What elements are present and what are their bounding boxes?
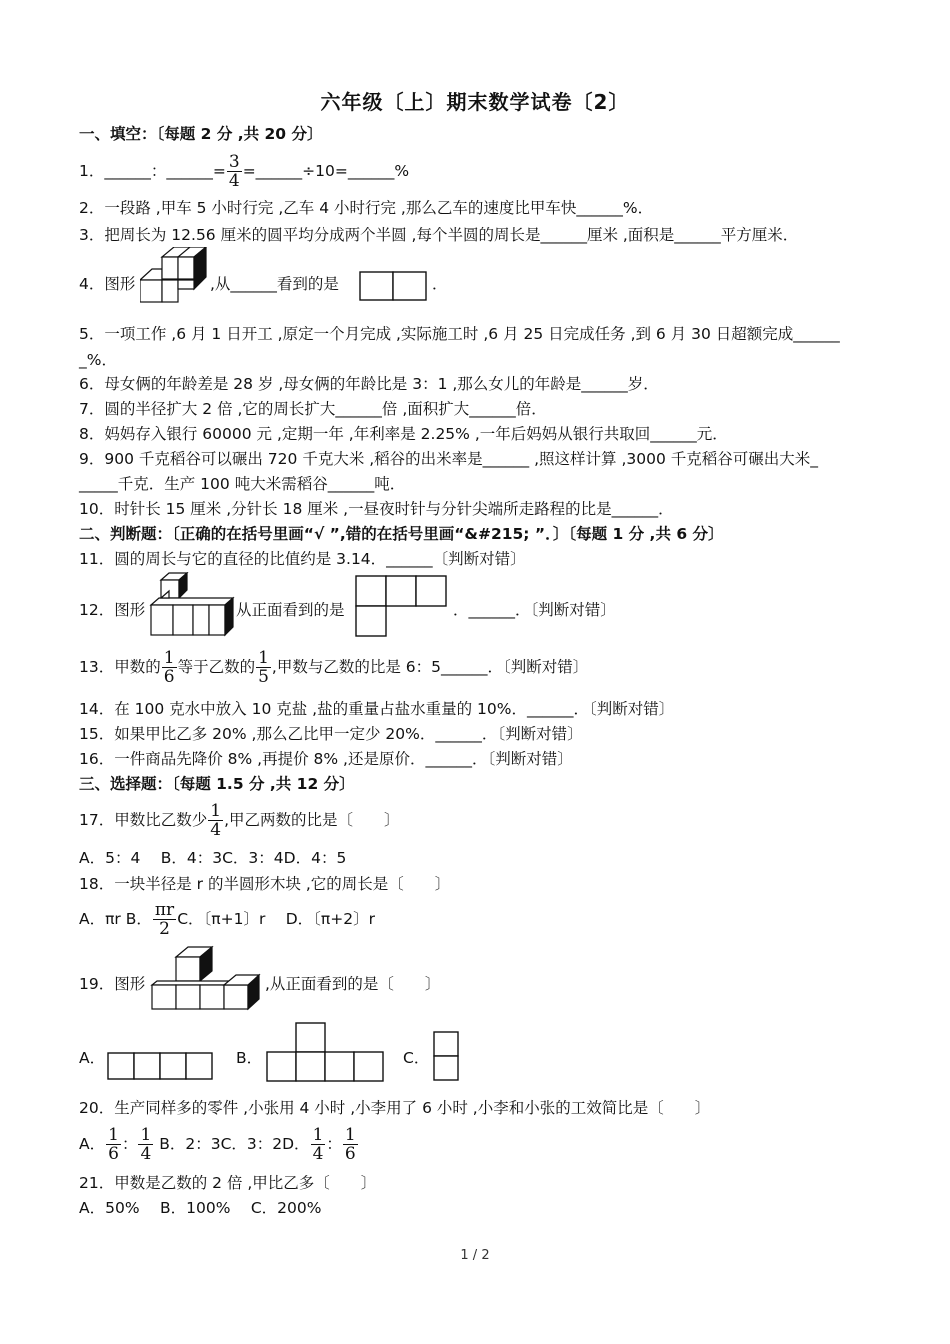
q13-fraction-1 xyxy=(162,649,177,686)
q17-text-b: ,甲乙两数的比是〔 〕 xyxy=(224,811,400,829)
q20-a-label: A． xyxy=(79,1135,106,1153)
q19-option-b-figure xyxy=(264,1020,388,1084)
q20-d-den-1: 4 xyxy=(312,1144,324,1164)
question-8: 8．妈妈存入银行 60000 元 ,定期一年 ,年利率是 2.25% ,一年后妈妈从银行共取回______元． xyxy=(79,425,728,443)
question-18-stem: 18．一块半径是 r 的半圆形木块 ,它的周长是〔 〕 xyxy=(79,875,451,893)
q13-fraction-2 xyxy=(256,649,271,686)
question-4-text-b: ,从______看到的是 xyxy=(210,275,339,293)
question-18-options xyxy=(79,897,375,941)
q12-front-view xyxy=(354,574,450,638)
q20-d-num-2: 1 xyxy=(344,1125,356,1145)
q19-option-a-label: A． xyxy=(79,1049,106,1067)
question-19-text-b: ,从正面看到的是〔 〕 xyxy=(265,975,441,993)
q13-num-1: 1 xyxy=(163,648,175,668)
q20-a-fraction-1 xyxy=(106,1126,121,1163)
section-heading-true-false: 二、判断题：〔正确的在括号里画“√ ”,错的在括号里画“&#215; ”．〕〔每题 1 分 ,共 6 分〕 xyxy=(79,525,724,543)
q17-numerator: 1 xyxy=(210,801,222,821)
q20-d-den-2: 6 xyxy=(344,1144,356,1164)
q20-d-fraction-1 xyxy=(311,1126,326,1163)
q20-mid-options: B．2：3C．3：2D． xyxy=(159,1135,310,1153)
question-20-stem: 20．生产同样多的零件 ,小张用 4 小时 ,小李用了 6 小时 ,小李和小张的工效简比是〔 〕 xyxy=(79,1099,711,1117)
q20-a-den-1: 6 xyxy=(108,1144,119,1164)
question-9-line-1: 9．900 千克稻谷可以碾出 720 千克大米 ,稻谷的出米率是______ ,照这样计算 ,3000 千克稻谷可碾出大米_ xyxy=(79,450,818,468)
question-20-options xyxy=(79,1122,359,1166)
q20-a-sep: ： xyxy=(121,1135,138,1153)
q13-text-b: 等于乙数的 xyxy=(177,658,256,676)
q19-option-a-figure xyxy=(106,1050,216,1082)
question-1 xyxy=(79,151,409,191)
q1-denominator: 4 xyxy=(228,171,240,191)
q19-option-c-label: C． xyxy=(403,1049,430,1067)
question-12-text-c: ．______．〔判断对错〕 xyxy=(453,601,616,619)
question-6: 6．母女俩的年龄差是 28 岁 ,母女俩的年龄比是 3：1 ,那么女儿的年龄是______岁． xyxy=(79,375,659,393)
q4-cube-figure xyxy=(140,247,208,303)
question-11: 11．圆的周长与它的直径的比值约是 3.14．______〔判断对错〕 xyxy=(79,550,526,568)
q17-fraction xyxy=(208,802,223,839)
q19-option-b-label: B． xyxy=(236,1049,263,1067)
q18-text-a: A．πr B． xyxy=(79,910,152,928)
q1-text-a: 1．______：______= xyxy=(79,162,226,180)
q1-numerator: 3 xyxy=(228,152,240,172)
question-4-text-c: ． xyxy=(432,275,448,293)
question-10: 10．时针长 15 厘米 ,分针长 18 厘米 ,一昼夜时针与分针尖端所走路程的比是______． xyxy=(79,500,674,518)
question-5-line-1: 5．一项工作 ,6 月 1 日开工 ,原定一个月完成 ,实际施工时 ,6 月 25 日完成任务 ,到 6 月 30 日超额完成______ xyxy=(79,325,840,343)
question-9-line-2: _____千克．生产 100 吨大米需稻谷______吨． xyxy=(79,475,406,493)
question-17-options: A．5：4 B．4：3C．3：4D．4：5 xyxy=(79,849,347,867)
q13-den-2: 5 xyxy=(258,667,269,687)
q20-d-fraction-2 xyxy=(343,1126,358,1163)
q19-cube-figure xyxy=(149,945,263,1011)
q20-a-num-2: 1 xyxy=(140,1125,152,1145)
question-21-stem: 21．甲数是乙数的 2 倍 ,甲比乙多〔 〕 xyxy=(79,1174,377,1192)
q20-a-den-2: 4 xyxy=(140,1144,152,1164)
question-2: 2．一段路 ,甲车 5 小时行完 ,乙车 4 小时行完 ,那么乙车的速度比甲车快______%． xyxy=(79,199,654,217)
q18-denominator: 2 xyxy=(159,919,170,939)
q20-d-num-1: 1 xyxy=(312,1125,324,1145)
question-5-line-2: _%． xyxy=(79,351,117,369)
q17-text-a: 17．甲数比乙数少 xyxy=(79,811,208,829)
question-16: 16．一件商品先降价 8% ,再提价 8% ,还是原价．______．〔判断对错〕 xyxy=(79,750,573,768)
q20-d-sep: ： xyxy=(326,1135,342,1153)
question-12-text-b: 从正面看到的是 xyxy=(236,601,345,619)
q13-text-c: ,甲数与乙数的比是 6：5______．〔判断对错〕 xyxy=(271,658,589,676)
question-12-text-a: 12．图形 xyxy=(79,601,146,619)
question-14: 14．在 100 克水中放入 10 克盐 ,盐的重量占盐水重量的 10%．______．〔判断对错〕 xyxy=(79,700,675,718)
q18-text-b: C．〔π+1〕r D．〔π+2〕r xyxy=(177,910,375,928)
question-21-options: A．50% B．100% C．200% xyxy=(79,1199,322,1217)
q13-den-1: 6 xyxy=(163,667,175,687)
q18-fraction xyxy=(153,901,176,938)
q12-cube-figure xyxy=(149,572,235,638)
q1-fraction xyxy=(227,153,242,190)
question-19-text-a: 19．图形 xyxy=(79,975,146,993)
q4-answer-view xyxy=(358,270,428,302)
q13-text-a: 13．甲数的 xyxy=(79,658,161,676)
question-3: 3．把周长为 12.56 厘米的圆平均分成两个半圆 ,每个半圆的周长是______厘米 ,面积是______平方厘米． xyxy=(79,226,799,244)
question-17 xyxy=(79,798,400,842)
page-title: 六年级〔上〕期末数学试卷〔2〕 xyxy=(320,90,630,114)
section-heading-fill-in: 一、填空：〔每题 2 分 ,共 20 分〕 xyxy=(79,125,323,143)
question-4-text-a: 4．图形 xyxy=(79,275,136,293)
question-15: 15．如果甲比乙多 20% ,那么乙比甲一定少 20%．______．〔判断对错〕 xyxy=(79,725,583,743)
page-number: 1 / 2 xyxy=(460,1248,490,1263)
question-7: 7．圆的半径扩大 2 倍 ,它的周长扩大______倍 ,面积扩大______倍． xyxy=(79,400,547,418)
q17-denominator: 4 xyxy=(210,820,222,840)
question-13 xyxy=(79,645,588,689)
q19-option-c-figure xyxy=(432,1030,460,1082)
q20-a-fraction-2 xyxy=(138,1126,153,1163)
q18-numerator: πr xyxy=(154,900,175,920)
q20-a-num-1: 1 xyxy=(108,1125,119,1145)
q1-text-b: =______÷10=______% xyxy=(242,162,410,180)
section-heading-choice: 三、选择题：〔每题 1.5 分 ,共 12 分〕 xyxy=(79,775,355,793)
q13-num-2: 1 xyxy=(258,648,269,668)
